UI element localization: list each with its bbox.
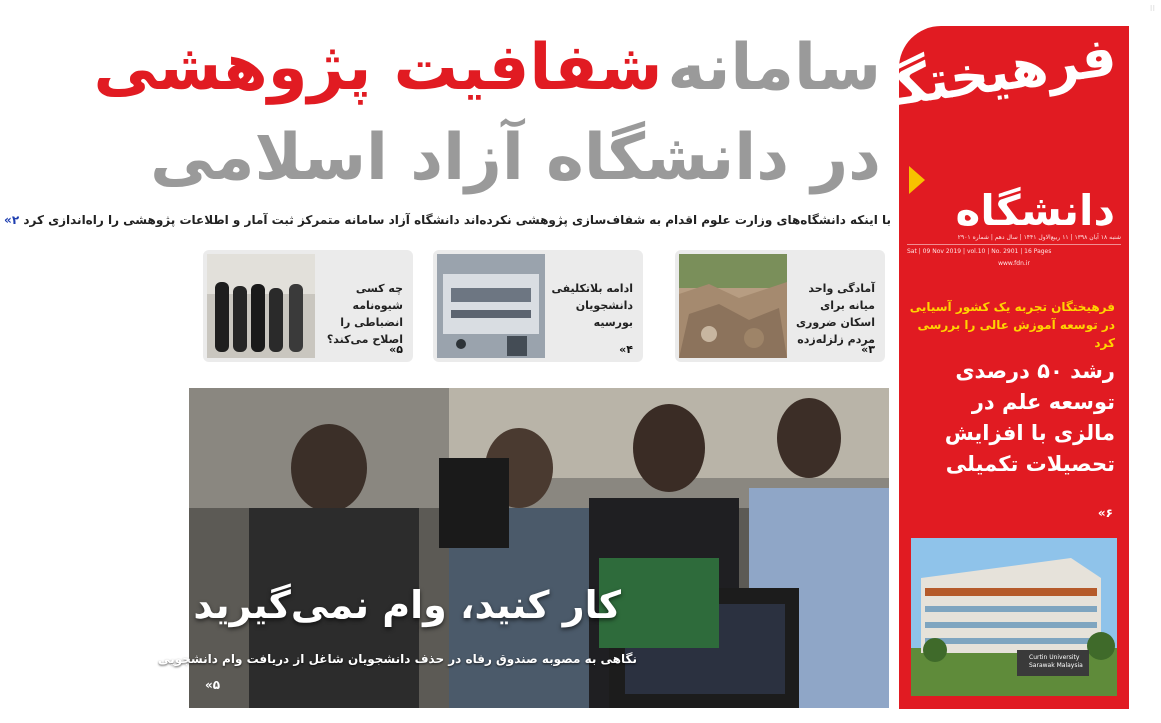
teaser-earthquake-ref[interactable]: ۳» <box>861 343 875 356</box>
headline-line-1 <box>93 28 881 108</box>
masthead-divider <box>907 244 1121 245</box>
teaser-discipline[interactable] <box>203 250 413 362</box>
subhead-page-ref[interactable]: ۲» <box>4 213 20 227</box>
teaser-scholarship-photo <box>437 254 545 358</box>
masthead-teaser-headline: رشد ۵۰ درصدی توسعه علم در مالزی با افزایش تحصیلات تکمیلی <box>944 359 1115 476</box>
teaser-scholarship-title: ادامه بلاتکلیفی دانشجویان بورسیه <box>551 282 633 329</box>
logo-triangle-icon <box>909 166 925 194</box>
teaser-earthquake[interactable] <box>675 250 885 362</box>
masthead-logo-sub: دانشگاه <box>955 186 1115 235</box>
masthead-website[interactable]: www.fdn.ir <box>998 260 1030 267</box>
campus-sign-text: Curtin University Sarawak Malaysia <box>1029 654 1083 669</box>
newspaper-front-page <box>4 0 1161 723</box>
masthead-teaser-ref[interactable]: ۶» <box>1097 506 1113 520</box>
headline-line-2: در دانشگاه آزاد اسلامی <box>150 121 881 195</box>
issue-info-fa: شنبه ۱۸ آبان ۱۳۹۸ | ۱۱ ربیع‌الاول ۱۴۴۱ | سال دهم | شماره ۲۹۰۱ <box>957 234 1121 241</box>
masthead-teaser-kicker: فرهیختگان تجربه یک کشور آسیایی در توسعه آموزش عالی را بررسی کرد <box>909 300 1115 350</box>
issue-info-en: Sat | 09 Nov 2019 | vol.10 | No. 2901 | 16 Pages <box>907 248 1052 255</box>
subhead-text: با اینکه دانشگاه‌های وزارت علوم اقدام به شفاف‌سازی پژوهشی نکرده‌اند دانشگاه آزاد سامانه متمرکز ثبت آمار و اطلاعات پژوهشی را راه‌اندازی کرد <box>23 213 891 227</box>
campus-photo <box>911 538 1117 696</box>
main-story-headline: کار کنید، وام نمی‌گیرید <box>193 583 621 627</box>
teaser-discipline-title: چه کسی شیوه‌نامه انضباطی را اصلاح می‌کند؟ <box>326 282 403 346</box>
headline-subhead <box>4 213 891 227</box>
teaser-discipline-photo <box>207 254 315 358</box>
teaser-earthquake-photo <box>679 254 787 358</box>
headline-red-words: شفافیت پژوهشی <box>93 31 663 105</box>
headline-gray-word: سامانه <box>667 31 881 105</box>
teaser-discipline-ref[interactable]: ۵» <box>389 343 403 356</box>
masthead-logo: فرهیختگان <box>826 24 1120 127</box>
teaser-scholarship[interactable] <box>433 250 643 362</box>
teaser-scholarship-ref[interactable]: ۴» <box>619 343 633 356</box>
teaser-earthquake-title: آمادگی واحد میانه برای اسکان ضروری مردم زلزله‌زده <box>795 282 875 346</box>
main-story-subhead: نگاهی به مصوبه صندوق رفاه در حذف دانشجویان شاغل از دریافت وام دانشجویی <box>158 652 637 666</box>
corner-mark: ⁝⁝ <box>1149 4 1155 13</box>
main-story-ref[interactable]: ۵» <box>205 678 221 692</box>
